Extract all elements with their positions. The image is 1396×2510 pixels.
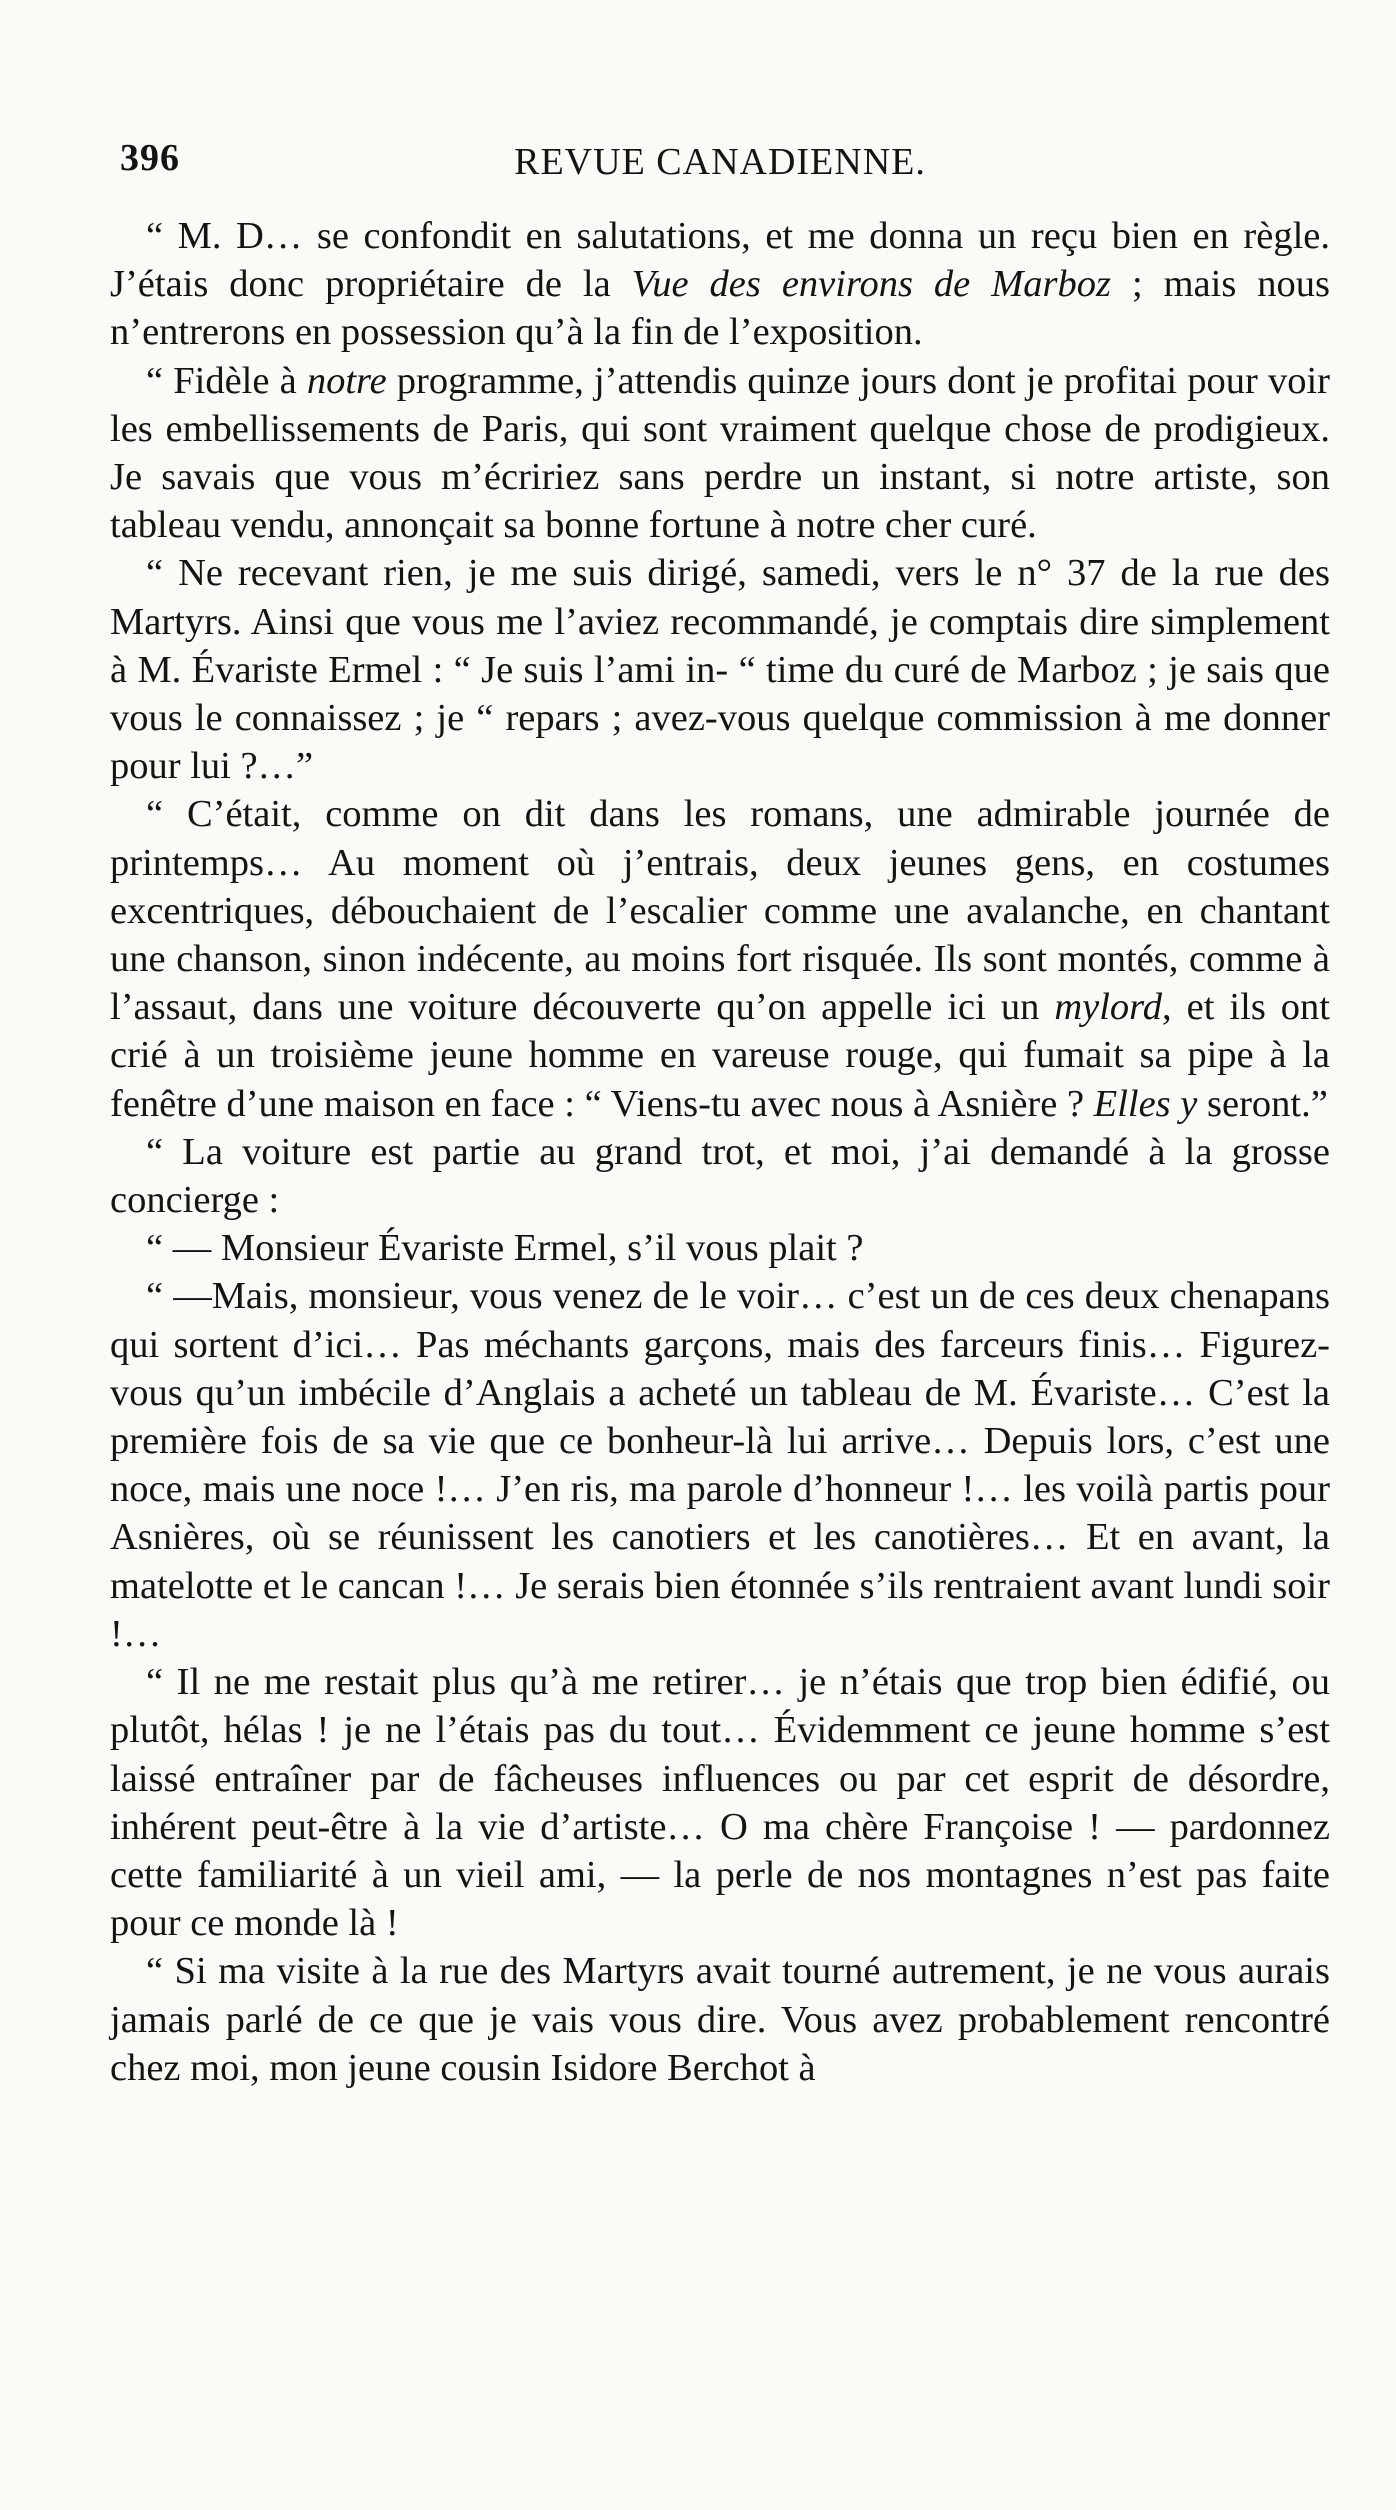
- paragraph-9: [110, 1947, 1330, 2092]
- text-span: seront.”: [1197, 1082, 1328, 1125]
- body-text: [110, 212, 1330, 2092]
- italic-word: notre: [306, 359, 387, 402]
- text-span: “ —Mais, monsieur, vous venez de le voir… c’est un de ces deux chenapans qui sortent d’ici… Pas méchants garçons, mais des farceurs finis… Figurez-vous qu’un imbécile d’Anglais a acheté un tableau de M. Évariste… C’est la première fois de sa vie que ce bonheur-là lui arrive… Depuis lors, c’est une noce, mais une noce !… J’en ris, ma parole d’honneur !… les voilà partis pour Asnières, où se réunissent les canotiers et les canotières… Et en avant, la matelotte et le cancan !… Je serais bien étonnée s’ils rentraient avant lundi soir !…: [110, 1275, 1330, 1655]
- paragraph-2: [110, 357, 1330, 550]
- italic-phrase: Elles y: [1093, 1082, 1198, 1125]
- page-number: 396: [120, 137, 180, 179]
- paragraph-4: [110, 790, 1330, 1127]
- paragraph-7: [110, 1272, 1330, 1658]
- paragraph-5: [110, 1128, 1330, 1224]
- text-span: , et ils ont crié à un troisième jeune homme en vareuse rouge, qui fumait sa pipe à la fenêtre d’une maison en face : “ Viens-tu avec nous à Asnière ?: [110, 986, 1331, 1125]
- text-span: “ Si ma visite à la rue des Martyrs avait tourné autrement, je ne vous aurais jamais parlé de ce que je vais vous dire. Vous avez probablement rencontré chez moi, mon jeune cousin Isidore Berchot à: [110, 1950, 1330, 2089]
- text-span: “ — Monsieur Évariste Ermel, s’il vous plait ?: [146, 1227, 864, 1270]
- page-header: [110, 130, 1330, 190]
- text-span: “ M. D… se confondit en salutations, et me donna un reçu bien en règle. J’étais donc propriétaire de la: [110, 215, 1330, 306]
- text-span: “ La voiture est partie au grand trot, et moi, j’ai demandé à la grosse concierge :: [110, 1130, 1330, 1222]
- paragraph-6: [110, 1224, 1330, 1272]
- paragraph-3: [110, 549, 1330, 790]
- paragraph-1: [110, 212, 1330, 357]
- paragraph-8: [110, 1658, 1330, 1947]
- italic-word: mylord: [1054, 986, 1162, 1029]
- text-span: programme, j’attendis quinze jours dont je profitai pour voir les embellissements de Paris, qui sont vraiment quelque chose de prodigieux. Je savais que vous m’écririez sans perdre un instant, si notre artiste, son tableau vendu, annonçait sa bonne fortune à notre cher curé.: [110, 359, 1330, 547]
- text-span: “ Fidèle à: [146, 359, 307, 402]
- running-head: REVUE CANADIENNE.: [514, 141, 926, 183]
- text-span: ; mais nous n’entrerons en possession qu’à la fin de l’exposition.: [110, 263, 1330, 354]
- text-span: “ C’était, comme on dit dans les romans, une admirable journée de printemps… Au moment où j’entrais, deux jeunes gens, en costumes excentriques, débouchaient de l’escalier comme une avalanche, en chantant une chanson, sinon indécente, au moins fort risquée. Ils sont montés, comme à l’assaut, dans une voiture découverte qu’on appelle ici un: [110, 793, 1330, 1029]
- italic-title: Vue des environs de Marboz: [631, 263, 1111, 306]
- book-page: [110, 130, 1330, 2092]
- text-span: “ Il ne me restait plus qu’à me retirer… je n’étais que trop bien édifié, ou plutôt, hélas ! je ne l’étais pas du tout… Évidemment ce jeune homme s’est laissé entraîner par de fâcheuses influences ou par cet esprit de désordre, inhérent peut-être à la vie d’artiste… O ma chère Françoise ! — pardonnez cette familiarité à un vieil ami, — la perle de nos montagnes n’est pas faite pour ce monde là !: [110, 1661, 1330, 1945]
- text-span: “ Ne recevant rien, je me suis dirigé, samedi, vers le n° 37 de la rue des Martyrs. Ainsi que vous me l’aviez recommandé, je comptais dire simplement à M. Évariste Ermel : “ Je suis l’ami in- “ time du curé de Marboz ; je sais que vous le connaissez ; je “ repars ; avez-vous quelque commission à me donner pour lui ?…”: [110, 552, 1330, 788]
